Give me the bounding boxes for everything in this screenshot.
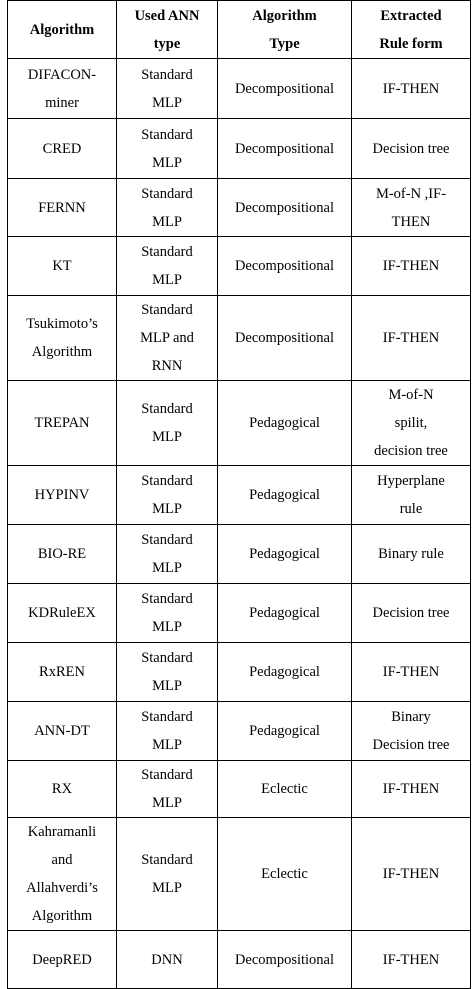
algorithm-cell: ANN-DT (8, 702, 117, 761)
algorithm-cell: KT (8, 237, 117, 296)
rule-form-cell: IF-THEN (352, 59, 471, 119)
algorithm-cell: BIO-RE (8, 525, 117, 584)
rule-form-cell: IF-THEN (352, 761, 471, 818)
rule-form-cell: Decision tree (352, 119, 471, 179)
ann-type-cell: Standard MLP (117, 466, 218, 525)
algorithm-cell: DeepRED (8, 931, 117, 989)
algorithm-type-cell: Pedagogical (218, 381, 352, 466)
rule-form-cell: IF-THEN (352, 296, 471, 381)
algorithm-type-cell: Decompositional (218, 296, 352, 381)
header-rule-form: Extracted Rule form (352, 1, 471, 59)
algorithm-type-cell: Pedagogical (218, 466, 352, 525)
ann-type-cell: Standard MLP (117, 818, 218, 931)
ann-type-cell: Standard MLP (117, 643, 218, 702)
ann-type-cell: Standard MLP (117, 761, 218, 818)
table-row (8, 931, 471, 989)
algorithm-cell: RX (8, 761, 117, 818)
ann-type-cell: Standard MLP (117, 381, 218, 466)
table-row (8, 179, 471, 237)
algorithm-cell: FERNN (8, 179, 117, 237)
rule-form-cell: Binary Decision tree (352, 702, 471, 761)
algorithm-type-cell: Pedagogical (218, 584, 352, 643)
rule-form-cell: M-of-N spilit, decision tree (352, 381, 471, 466)
ann-type-cell: Standard MLP and RNN (117, 296, 218, 381)
algorithm-type-cell: Eclectic (218, 761, 352, 818)
table-row (8, 818, 471, 931)
table-row (8, 702, 471, 761)
algorithm-type-cell: Decompositional (218, 931, 352, 989)
algorithm-type-cell: Pedagogical (218, 525, 352, 584)
ann-type-cell: Standard MLP (117, 237, 218, 296)
algorithm-cell: DIFACON- miner (8, 59, 117, 119)
ann-type-cell: Standard MLP (117, 525, 218, 584)
algorithm-cell: HYPINV (8, 466, 117, 525)
ann-type-cell: DNN (117, 931, 218, 989)
ann-type-cell: Standard MLP (117, 119, 218, 179)
table-row (8, 643, 471, 702)
ann-type-cell: Standard MLP (117, 59, 218, 119)
rule-form-cell: Binary rule (352, 525, 471, 584)
header-algorithm: Algorithm (8, 1, 117, 59)
rule-form-cell: M-of-N ,IF- THEN (352, 179, 471, 237)
rule-form-cell: Hyperplane rule (352, 466, 471, 525)
table-row (8, 381, 471, 466)
algorithm-type-cell: Decompositional (218, 179, 352, 237)
table-row (8, 525, 471, 584)
algorithm-cell: CRED (8, 119, 117, 179)
algorithm-cell: TREPAN (8, 381, 117, 466)
algorithm-type-cell: Pedagogical (218, 643, 352, 702)
ann-type-cell: Standard MLP (117, 179, 218, 237)
ann-type-cell: Standard MLP (117, 702, 218, 761)
table-row (8, 237, 471, 296)
rule-form-cell: IF-THEN (352, 643, 471, 702)
algorithm-type-cell: Eclectic (218, 818, 352, 931)
rule-form-cell: Decision tree (352, 584, 471, 643)
algorithm-type-cell: Decompositional (218, 237, 352, 296)
algorithm-type-cell: Decompositional (218, 59, 352, 119)
algorithms-table (7, 0, 471, 989)
table-row (8, 584, 471, 643)
table-row (8, 466, 471, 525)
rule-form-cell: IF-THEN (352, 818, 471, 931)
header-ann-type: Used ANN type (117, 1, 218, 59)
algorithm-type-cell: Pedagogical (218, 702, 352, 761)
ann-type-cell: Standard MLP (117, 584, 218, 643)
algorithm-cell: KDRuleEX (8, 584, 117, 643)
table-row (8, 296, 471, 381)
algorithm-type-cell: Decompositional (218, 119, 352, 179)
rule-form-cell: IF-THEN (352, 237, 471, 296)
table-row (8, 119, 471, 179)
rule-form-cell: IF-THEN (352, 931, 471, 989)
algorithm-cell: Tsukimoto’s Algorithm (8, 296, 117, 381)
table-row (8, 59, 471, 119)
table-row (8, 761, 471, 818)
algorithm-cell: Kahramanli and Allahverdi’s Algorithm (8, 818, 117, 931)
header-row (8, 1, 471, 59)
header-algorithm-type: Algorithm Type (218, 1, 352, 59)
algorithm-cell: RxREN (8, 643, 117, 702)
